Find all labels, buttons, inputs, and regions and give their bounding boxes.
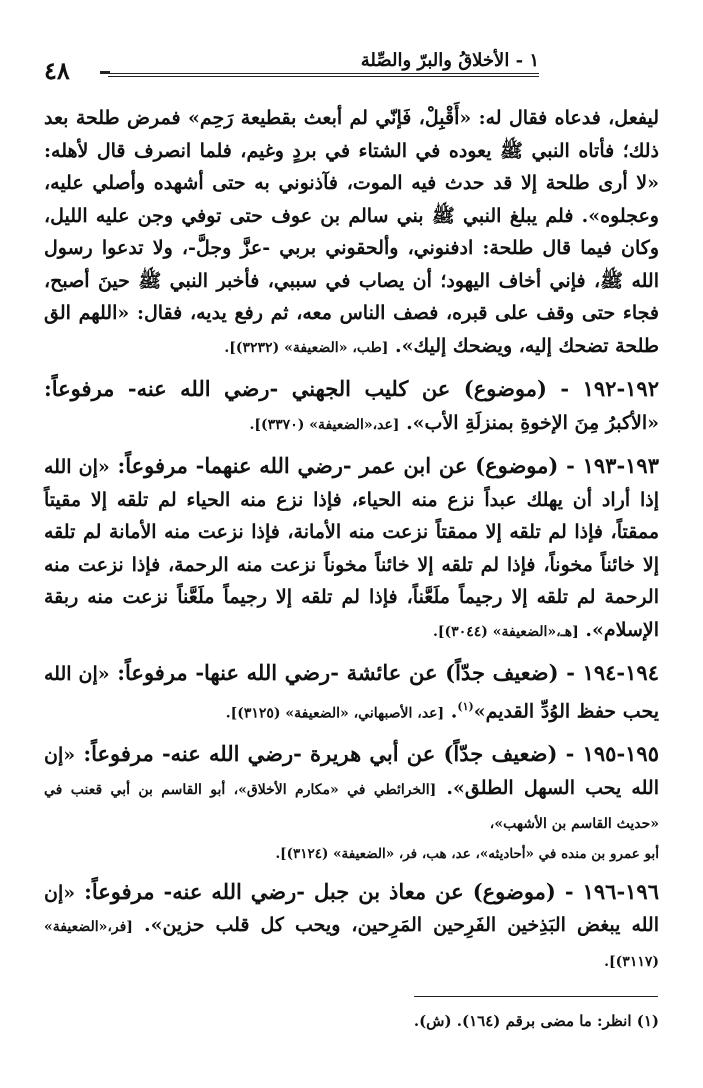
running-title: ١ - الأخلاقُ والبرّ والصِّلة xyxy=(360,50,539,71)
footnote-marker[interactable]: (١) xyxy=(457,699,474,713)
page-number-rule xyxy=(100,71,110,74)
hadith-source: [عد، الأصبهاني، «الضعيفة» (٣١٢٥)]. xyxy=(225,704,445,721)
hadith-heading: ١٩٤-١٩٤ - (ضعيف جدّاً) عن عائشة -رضي الله عنها- مرفوعاً: xyxy=(109,660,659,685)
hadith-text: «إن الله يحب السهل الطلق». xyxy=(44,744,659,799)
hadith-196 xyxy=(44,876,659,979)
hadith-192 xyxy=(44,373,659,441)
footnote: (١) انظر: ما مضى برقم (١٦٤). (ش). xyxy=(413,1012,659,1030)
hadith-source-line-1: [الخرائطي في «مكارم الأخلاق»، أبو القاسم بن أبي قعنب في «حديث القاسم بن الأشهب»، xyxy=(44,781,659,833)
hadith-heading: ١٩٥-١٩٥ - (ضعيف جدّاً) عن أبي هريرة -رضي الله عنه- مرفوعاً: xyxy=(75,741,659,767)
page-header xyxy=(44,44,659,84)
intro-paragraph xyxy=(44,102,659,364)
hadith-source: [هـ،«الضعيفة» (٣٠٤٤)]. xyxy=(433,623,579,640)
hadith-193 xyxy=(44,450,659,648)
hadith-heading: ١٩٣-١٩٣ - (موضوع) عن ابن عمر -رضي الله عنهما- مرفوعاً: xyxy=(109,453,659,478)
hadith-heading: ١٩٦-١٩٦ - (موضوع) عن معاذ بن جبل -رضي الله عنه- مرفوعاً: xyxy=(75,878,659,904)
hadith-source: [فر،«الضعيفة» (٣١١٧)]. xyxy=(44,919,659,970)
header-rule xyxy=(108,73,539,77)
hadith-source-line-2: أبو عمرو بن منده في «أحاديثه»، عد، هب، فر، «الضعيفة» (٣١٢٤)]. xyxy=(275,845,659,862)
hadith-text: «الأكبرُ مِنَ الإخوةِ بمنزلَةِ الأب». xyxy=(406,411,659,434)
hadith-text: «إن الله إذا أراد أن يهلك عبداً نزع منه الحياء، فإذا نزع منه الحياء لم تلقه إلا مقيتاً ممقتاً، فإذا لم تلقه إلا ممقتاً نزعت منه الأمانة، فإذا نزعت منه الأمانة لم تلقه إلا خائناً مخوناً، فإذا لم تلقه إلا خائناً مخوناً نزعت منه الرحمة، فإذا نزعت منه الرحمة لم تلقه إلا رجيماً ملَعَّناً، فإذا لم تلقه إلا رجيماً ملَعَّناً نزعت منه ربقة الإسلام». xyxy=(44,456,659,641)
hadith-text: «إن الله يبغض البَذِخين الفَرِحين المَرِحين، ويحب كل قلب حزين». xyxy=(44,881,659,937)
hadith-heading: ١٩٢-١٩٢ - (موضوع) عن كليب الجهني -رضي الله عنه- مرفوعاً: xyxy=(44,376,659,401)
hadith-194: ١٩٤-١٩٤ - (ضعيف جدّاً) عن عائشة -رضي الله عنها- مرفوعاً: «إن الله يحب حفظ الوُدِّ القديم»$^{(١)}$. [عد، الأصبهاني، «الضعيفة» (٣١٢٥)]. xyxy=(44,660,659,722)
main-text xyxy=(44,102,659,978)
hadith-195 xyxy=(44,738,659,841)
footnote-rule xyxy=(414,996,658,997)
intro-text: ليفعل، فدعاه فقال له: «أَقْبِلْ، فَإنّي لم أبعث بقطيعة رَحِم» فمرض طلحة بعد ذلك؛ فأتاه النبي ﷺ يعوده في الشتاء في بردٍ وغيم، فلما انصرف قال لأهله: «لا أرى طلحة إلا قد حدث فيه الموت، فآذنوني به حتى أشهده وأصلي عليه، وعجلوه». فلم يبلغ النبي ﷺ بني سالم بن عوف حتى توفي وجن عليه الليل، وكان فيما قال طلحة: ادفنوني، وألحقوني بربي -عزَّ وجلَّ-، ولا تدعوا رسول الله ﷺ، فإني أخاف اليهود؛ أن يصاب في سببي، فأخبر النبي ﷺ حينَ أصبح، فجاء حتى وقف على قبره، فصف الناس معه، ثم رفع يديه، فقال: «اللهم الق طلحة تضحك إليه، ويضحك إليك». xyxy=(44,107,659,357)
page-number: ٤٨ xyxy=(44,56,70,85)
hadith-source: [عد،«الضعيفة» (٣٣٧٠)]. xyxy=(249,416,400,433)
hadith-text: «إن الله يحب حفظ الوُدِّ القديم» xyxy=(44,663,659,722)
intro-source: [طب، «الضعيفة» (٣٢٣٢)]. xyxy=(224,339,389,356)
